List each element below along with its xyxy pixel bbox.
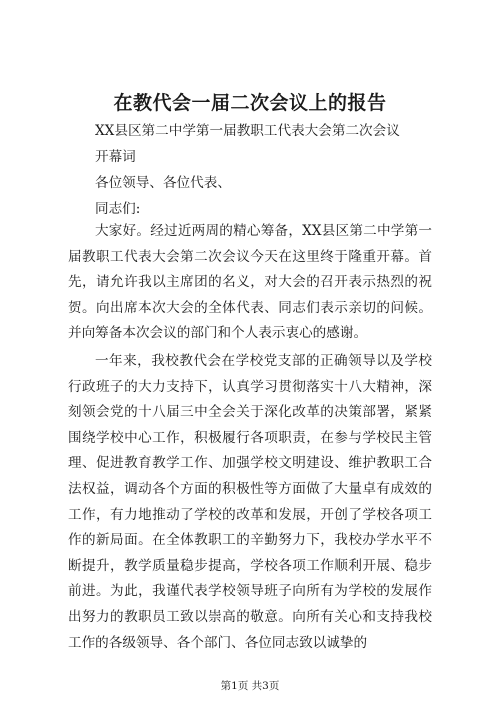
paragraph-welcome: 大家好。经过近两周的精心筹备，XX县区第二中学第一届教职工代表大会第二次会议今天在这里终于隆重开幕。首先，请允许我以主席团的名义，对大会的召开表示热烈的祝贺。向出席本次大会的全体代表、同志们表示亲切的问候。并向筹备本次会议的部门和个人表示衷心的感谢。 bbox=[68, 223, 432, 342]
paragraph-year-review: 一年来，我校教代会在学校党支部的正确领导以及学校行政班子的大力支持下，认真学习贯彻落实十八大精神，深刻领会党的十八届三中全会关于深化改革的决策部署，紧紧围绕学校中心工作，积极履行各项职责，在参与学校民主管理、促进教育教学工作、加强学校文明建设、维护教职工合法权益，调动各个方面的积极性等方面做了大量卓有成效的工作，有力地推动了学校的改革和发展，开创了学校各项工作的新局面。在全体教职工的辛勤努力下，我校办学水平不断提升，教学质量稳步提高，学校各项工作顺利开展、稳步前进。为此，我谨代表学校领导班子向所有为学校的发展作出努力的教职员工致以崇高的敬意。向所有关心和支持我校工作的各级领导、各个部门、各位同志致以诚挚的 bbox=[68, 353, 432, 651]
page-footer: 第1页 共3页 bbox=[220, 680, 280, 692]
meeting-subtitle: XX县区第二中学第一届教职工代表大会第二次会议 bbox=[95, 123, 400, 139]
salutation-line-1: 各位领导、各位代表、 bbox=[95, 175, 231, 191]
salutation-line-2: 同志们: bbox=[95, 201, 141, 217]
opening-label: 开幕词 bbox=[95, 149, 136, 165]
document-title: 在教代会一届二次会议上的报告 bbox=[113, 92, 387, 114]
